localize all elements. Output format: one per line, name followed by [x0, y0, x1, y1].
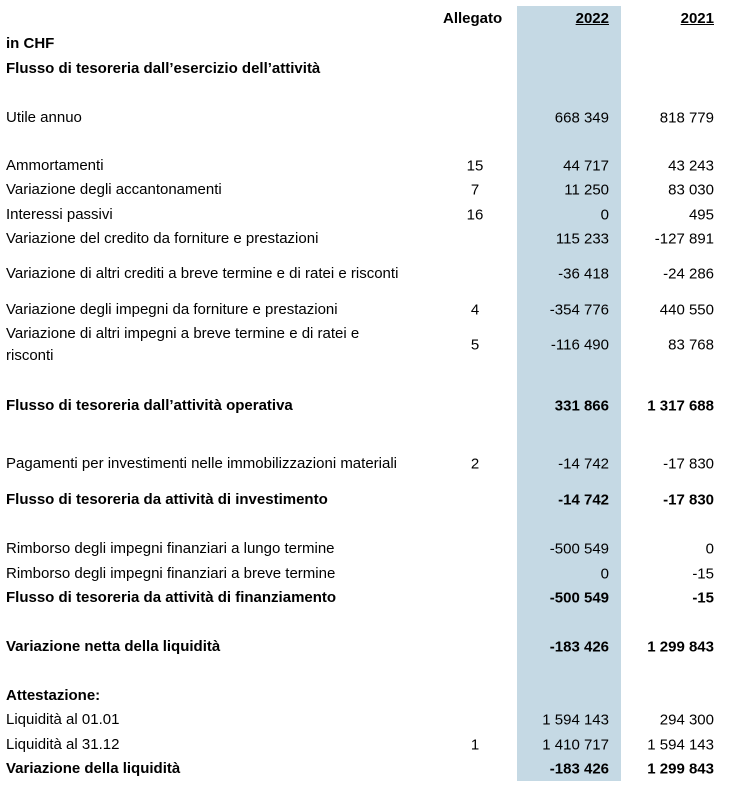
row-allegato: 4 [470, 301, 480, 319]
section-title-row [0, 57, 730, 81]
row-label: Variazione di altri impegni a breve termine e di ratei e risconti [6, 325, 360, 364]
row-allegato: 7 [470, 181, 480, 199]
row-value-2022: -116 490 [550, 336, 609, 354]
row-value-2022: 1 594 143 [542, 711, 609, 729]
row-value-2022: 0 [600, 565, 609, 583]
row-value-2021: 495 [688, 206, 714, 224]
unit-row [0, 32, 730, 56]
row-value-2021: 1 317 688 [647, 397, 714, 415]
row-value-2022: -14 742 [558, 455, 609, 473]
table-row [0, 635, 730, 659]
row-label: Flusso di tesoreria dall’attività operativa [6, 397, 293, 414]
row-value-2022: -354 776 [549, 301, 609, 319]
row-label: Pagamenti per investimenti nelle immobilizzazioni materiali [6, 455, 397, 472]
row-value-2021: 440 550 [659, 301, 714, 319]
row-value-2022: 1 410 717 [542, 736, 609, 754]
row-value-2022: 115 233 [555, 230, 609, 248]
row-value-2021: -24 286 [663, 265, 714, 283]
row-value-2021: -127 891 [654, 230, 714, 248]
row-allegato: 16 [466, 206, 484, 224]
row-value-2021: 43 243 [668, 157, 714, 175]
row-value-2021: 1 594 143 [647, 736, 714, 754]
table-row [0, 757, 730, 781]
table-row [0, 394, 730, 418]
row-value-2022: 44 717 [563, 157, 609, 175]
row-label: Liquidità al 31.12 [6, 736, 120, 753]
row-value-2022: -183 426 [549, 760, 609, 778]
table-row [0, 708, 730, 732]
row-value-2022: -36 418 [558, 265, 609, 283]
table-row [0, 441, 730, 487]
row-label: Utile annuo [6, 109, 82, 126]
row-label: Variazione del credito da forniture e prestazioni [6, 230, 319, 247]
row-value-2022: 11 250 [564, 181, 609, 199]
row-value-2021: 83 768 [668, 336, 714, 354]
row-allegato: 1 [470, 736, 480, 754]
table-row [0, 203, 730, 227]
header-year-2021: 2021 [680, 10, 714, 27]
unit-label: in CHF [6, 35, 55, 52]
row-value-2022: 668 349 [554, 109, 609, 127]
row-value-2021: 83 030 [668, 181, 714, 199]
header-year-2022: 2022 [575, 10, 609, 27]
row-value-2021: -17 830 [663, 455, 714, 473]
header-allegato: Allegato [443, 10, 503, 27]
row-value-2022: 331 866 [554, 397, 609, 415]
table-row [0, 488, 730, 512]
table-row [0, 562, 730, 586]
row-value-2021: -15 [692, 589, 714, 607]
table-row [0, 227, 730, 251]
row-allegato: 2 [470, 455, 480, 473]
row-label: Variazione degli accantonamenti [6, 181, 222, 198]
row-value-2022: -500 549 [549, 589, 609, 607]
row-label: Interessi passivi [6, 206, 113, 223]
row-value-2022: -183 426 [549, 638, 609, 656]
row-label: Variazione di altri crediti a breve termine e di ratei e risconti [6, 265, 399, 282]
row-label: Rimborso degli impegni finanziari a lungo termine [6, 540, 335, 557]
row-value-2021: 818 779 [659, 109, 714, 127]
table-row [0, 154, 730, 178]
row-label: Variazione degli impegni da forniture e prestazioni [6, 301, 338, 318]
row-value-2022: 0 [600, 206, 609, 224]
row-label: Rimborso degli impegni finanziari a breve termine [6, 565, 336, 582]
table-row [0, 178, 730, 202]
row-value-2021: 1 299 843 [647, 760, 714, 778]
row-allegato: 5 [470, 336, 480, 354]
row-value-2021: 1 299 843 [647, 638, 714, 656]
row-label: Variazione della liquidità [6, 760, 181, 777]
section-title: Flusso di tesoreria dall’esercizio dell’attività [6, 60, 321, 77]
table-row [0, 684, 730, 708]
table-row [0, 322, 730, 368]
row-label: Flusso di tesoreria da attività di investimento [6, 491, 328, 508]
row-value-2022: -500 549 [549, 540, 609, 558]
row-value-2021: 294 300 [659, 711, 714, 729]
row-label: Flusso di tesoreria da attività di finanziamento [6, 589, 337, 606]
table-row [0, 733, 730, 757]
row-value-2021: 0 [705, 540, 714, 558]
row-value-2021: -17 830 [663, 491, 714, 509]
row-value-2022: -14 742 [558, 491, 609, 509]
table-row [0, 298, 730, 322]
table-row [0, 106, 730, 130]
table-row [0, 586, 730, 610]
table-row [0, 537, 730, 561]
table-row [0, 251, 730, 297]
row-label: Liquidità al 01.01 [6, 711, 120, 728]
row-allegato: 15 [466, 157, 484, 175]
row-label: Ammortamenti [6, 157, 104, 174]
row-value-2021: -15 [692, 565, 714, 583]
row-label: Variazione netta della liquidità [6, 638, 221, 655]
row-label: Attestazione: [6, 687, 101, 704]
